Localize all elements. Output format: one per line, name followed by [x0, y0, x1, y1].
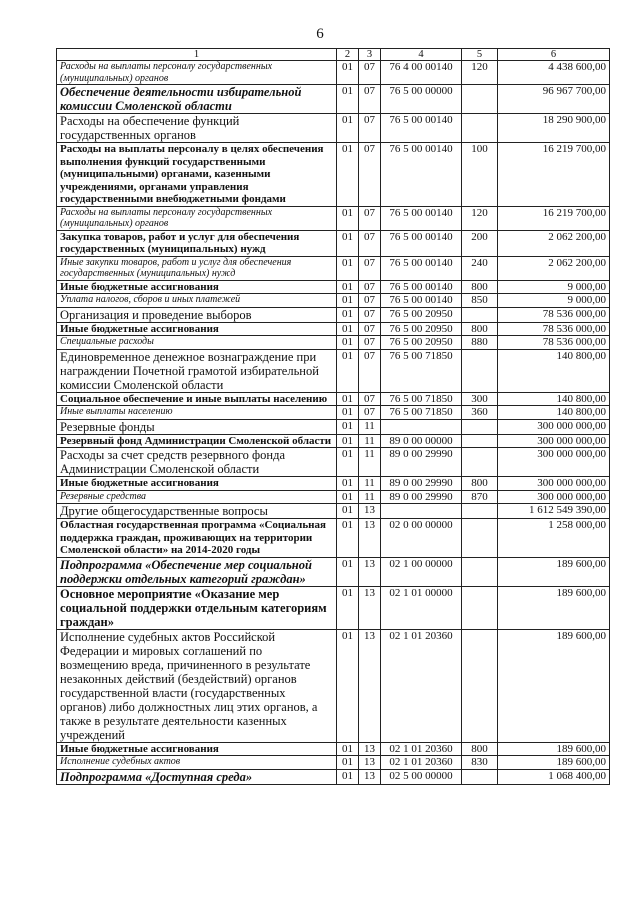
- row-target-article: 76 5 00 00140: [381, 230, 462, 256]
- row-name: Исполнение судебных актов: [57, 756, 337, 770]
- row-amount: 189 600,00: [498, 742, 610, 756]
- row-section-code: 01: [337, 756, 359, 770]
- row-target-article: 02 1 01 20360: [381, 742, 462, 756]
- row-expense-type: [462, 434, 498, 448]
- row-amount: 1 068 400,00: [498, 769, 610, 784]
- row-target-article: 76 5 00 20950: [381, 336, 462, 350]
- row-name: Социальное обеспечение и иные выплаты населению: [57, 392, 337, 406]
- row-expense-type: 800: [462, 477, 498, 491]
- row-name: Уплата налогов, сборов и иных платежей: [57, 294, 337, 308]
- row-subsection-code: 13: [359, 742, 381, 756]
- row-amount: 300 000 000,00: [498, 477, 610, 491]
- row-name: Резервные средства: [57, 490, 337, 504]
- row-expense-type: 240: [462, 256, 498, 280]
- row-name: Резервный фонд Администрации Смоленской области: [57, 434, 337, 448]
- row-name: Иные бюджетные ассигнования: [57, 322, 337, 336]
- row-amount: 140 800,00: [498, 406, 610, 420]
- row-target-article: 76 5 00 00140: [381, 114, 462, 143]
- row-expense-type: 830: [462, 756, 498, 770]
- row-expense-type: [462, 504, 498, 519]
- row-target-article: 76 5 00 00140: [381, 143, 462, 207]
- row-name: Расходы на обеспечение функций государственных органов: [57, 114, 337, 143]
- row-expense-type: 800: [462, 322, 498, 336]
- table-row: [57, 206, 610, 230]
- row-name: Расходы на выплаты персоналу государственных (муниципальных) органов: [57, 61, 337, 85]
- row-name: Областная государственная программа «Социальная поддержка граждан, проживающих на территории Смоленской области» на 2014-2020 годы: [57, 519, 337, 558]
- row-amount: 1 258 000,00: [498, 519, 610, 558]
- row-amount: 189 600,00: [498, 756, 610, 770]
- row-section-code: 01: [337, 742, 359, 756]
- table-row: [57, 557, 610, 586]
- table-row: [57, 434, 610, 448]
- row-subsection-code: 11: [359, 434, 381, 448]
- row-subsection-code: 07: [359, 349, 381, 392]
- table-header: [57, 49, 610, 61]
- row-name: Резервные фонды: [57, 419, 337, 434]
- row-section-code: 01: [337, 336, 359, 350]
- row-section-code: 01: [337, 114, 359, 143]
- table-row: [57, 477, 610, 491]
- row-section-code: 01: [337, 322, 359, 336]
- row-name: Организация и проведение выборов: [57, 307, 337, 322]
- row-section-code: 01: [337, 490, 359, 504]
- row-expense-type: 300: [462, 392, 498, 406]
- table-row: [57, 756, 610, 770]
- row-name: Иные бюджетные ассигнования: [57, 742, 337, 756]
- row-expense-type: 880: [462, 336, 498, 350]
- row-subsection-code: 11: [359, 419, 381, 434]
- row-amount: 189 600,00: [498, 629, 610, 742]
- row-target-article: 76 5 00 71850: [381, 392, 462, 406]
- row-subsection-code: 13: [359, 586, 381, 629]
- row-name: Подпрограмма «Обеспечение мер социальной поддержки отдельных категорий граждан»: [57, 557, 337, 586]
- table-row: [57, 448, 610, 477]
- row-target-article: 02 1 01 00000: [381, 586, 462, 629]
- row-expense-type: [462, 85, 498, 114]
- row-target-article: 02 1 01 20360: [381, 756, 462, 770]
- row-expense-type: 870: [462, 490, 498, 504]
- row-expense-type: [462, 769, 498, 784]
- page-number: 6: [316, 26, 324, 42]
- row-subsection-code: 07: [359, 143, 381, 207]
- budget-table: [56, 48, 610, 785]
- row-section-code: 01: [337, 434, 359, 448]
- row-subsection-code: 13: [359, 629, 381, 742]
- table-row: [57, 419, 610, 434]
- table-row: [57, 230, 610, 256]
- row-section-code: 01: [337, 419, 359, 434]
- row-amount: 2 062 200,00: [498, 256, 610, 280]
- row-name: Обеспечение деятельности избирательной комиссии Смоленской области: [57, 85, 337, 114]
- row-section-code: 01: [337, 85, 359, 114]
- row-amount: 78 536 000,00: [498, 336, 610, 350]
- row-section-code: 01: [337, 519, 359, 558]
- row-target-article: 89 0 00 29990: [381, 477, 462, 491]
- row-section-code: 01: [337, 769, 359, 784]
- row-section-code: 01: [337, 629, 359, 742]
- row-name: Иные бюджетные ассигнования: [57, 280, 337, 294]
- row-target-article: 76 4 00 00140: [381, 61, 462, 85]
- row-section-code: 01: [337, 392, 359, 406]
- table-row: [57, 280, 610, 294]
- row-expense-type: 800: [462, 280, 498, 294]
- table-body: [57, 61, 610, 785]
- row-amount: 16 219 700,00: [498, 206, 610, 230]
- table-row: [57, 769, 610, 784]
- row-subsection-code: 07: [359, 336, 381, 350]
- row-target-article: 76 5 00 00140: [381, 256, 462, 280]
- row-target-article: 76 5 00 20950: [381, 322, 462, 336]
- row-target-article: [381, 504, 462, 519]
- row-amount: 18 290 900,00: [498, 114, 610, 143]
- row-name: Закупка товаров, работ и услуг для обеспечения государственных (муниципальных) нужд: [57, 230, 337, 256]
- header-col-5: 5: [462, 49, 498, 61]
- table-row: [57, 519, 610, 558]
- row-amount: 78 536 000,00: [498, 322, 610, 336]
- row-subsection-code: 07: [359, 114, 381, 143]
- table-row: [57, 490, 610, 504]
- header-col-1: 1: [57, 49, 337, 61]
- row-target-article: 89 0 00 00000: [381, 434, 462, 448]
- row-amount: 300 000 000,00: [498, 490, 610, 504]
- row-target-article: 02 5 00 00000: [381, 769, 462, 784]
- row-section-code: 01: [337, 256, 359, 280]
- row-expense-type: [462, 557, 498, 586]
- table-row: [57, 742, 610, 756]
- row-target-article: 02 1 00 00000: [381, 557, 462, 586]
- row-amount: 300 000 000,00: [498, 419, 610, 434]
- row-name: Исполнение судебных актов Российской Федерации и мировых соглашений по возмещению вреда, причиненного в результате незаконных действий (бездействий) органов государственной власти (государственных органов) либо должностных лиц этих органов, а также в результате деятельности казенных учреждений: [57, 629, 337, 742]
- table-row: [57, 256, 610, 280]
- row-target-article: 76 5 00 20950: [381, 307, 462, 322]
- row-amount: 140 800,00: [498, 392, 610, 406]
- row-target-article: 76 5 00 71850: [381, 406, 462, 420]
- row-name: Другие общегосударственные вопросы: [57, 504, 337, 519]
- row-amount: 1 612 549 390,00: [498, 504, 610, 519]
- row-amount: 9 000,00: [498, 280, 610, 294]
- row-expense-type: [462, 349, 498, 392]
- row-amount: 300 000 000,00: [498, 434, 610, 448]
- table-row: [57, 336, 610, 350]
- row-expense-type: 200: [462, 230, 498, 256]
- row-subsection-code: 07: [359, 322, 381, 336]
- table-row: [57, 61, 610, 85]
- row-subsection-code: 13: [359, 504, 381, 519]
- row-subsection-code: 07: [359, 307, 381, 322]
- row-subsection-code: 07: [359, 206, 381, 230]
- row-section-code: 01: [337, 61, 359, 85]
- row-amount: 16 219 700,00: [498, 143, 610, 207]
- row-name: Расходы на выплаты персоналу государственных (муниципальных) органов: [57, 206, 337, 230]
- header-col-2: 2: [337, 49, 359, 61]
- row-target-article: 02 1 01 20360: [381, 629, 462, 742]
- row-target-article: 02 0 00 00000: [381, 519, 462, 558]
- row-subsection-code: 13: [359, 557, 381, 586]
- row-amount: 9 000,00: [498, 294, 610, 308]
- row-name: Расходы за счет средств резервного фонда Администрации Смоленской области: [57, 448, 337, 477]
- row-subsection-code: 07: [359, 61, 381, 85]
- row-target-article: 76 5 00 71850: [381, 349, 462, 392]
- row-target-article: 76 5 00 00140: [381, 280, 462, 294]
- row-subsection-code: 11: [359, 490, 381, 504]
- row-expense-type: [462, 629, 498, 742]
- row-expense-type: [462, 419, 498, 434]
- row-target-article: [381, 419, 462, 434]
- row-target-article: 76 5 00 00140: [381, 206, 462, 230]
- row-section-code: 01: [337, 557, 359, 586]
- row-expense-type: [462, 519, 498, 558]
- table-row: [57, 143, 610, 207]
- table-row: [57, 586, 610, 629]
- table-row: [57, 85, 610, 114]
- row-expense-type: [462, 114, 498, 143]
- row-name: Иные выплаты населению: [57, 406, 337, 420]
- row-subsection-code: 11: [359, 448, 381, 477]
- row-expense-type: 360: [462, 406, 498, 420]
- row-target-article: 76 5 00 00000: [381, 85, 462, 114]
- row-section-code: 01: [337, 280, 359, 294]
- row-section-code: 01: [337, 477, 359, 491]
- row-amount: 96 967 700,00: [498, 85, 610, 114]
- row-section-code: 01: [337, 406, 359, 420]
- row-amount: 189 600,00: [498, 586, 610, 629]
- row-amount: 140 800,00: [498, 349, 610, 392]
- row-amount: 78 536 000,00: [498, 307, 610, 322]
- row-target-article: 89 0 00 29990: [381, 448, 462, 477]
- table-row: [57, 504, 610, 519]
- row-section-code: 01: [337, 448, 359, 477]
- table-row: [57, 629, 610, 742]
- row-subsection-code: 13: [359, 769, 381, 784]
- row-subsection-code: 07: [359, 230, 381, 256]
- row-expense-type: 120: [462, 206, 498, 230]
- row-section-code: 01: [337, 206, 359, 230]
- row-target-article: 76 5 00 00140: [381, 294, 462, 308]
- row-subsection-code: 13: [359, 519, 381, 558]
- row-section-code: 01: [337, 230, 359, 256]
- row-amount: 4 438 600,00: [498, 61, 610, 85]
- row-expense-type: [462, 307, 498, 322]
- header-col-3: 3: [359, 49, 381, 61]
- row-target-article: 89 0 00 29990: [381, 490, 462, 504]
- row-name: Иные закупки товаров, работ и услуг для обеспечения государственных (муниципальных) нужд: [57, 256, 337, 280]
- row-name: Единовременное денежное вознаграждение при награждении Почетной грамотой избирательной комиссии Смоленской области: [57, 349, 337, 392]
- row-expense-type: 800: [462, 742, 498, 756]
- row-expense-type: 850: [462, 294, 498, 308]
- row-subsection-code: 11: [359, 477, 381, 491]
- row-subsection-code: 13: [359, 756, 381, 770]
- row-name: Подпрограмма «Доступная среда»: [57, 769, 337, 784]
- row-subsection-code: 07: [359, 280, 381, 294]
- row-subsection-code: 07: [359, 294, 381, 308]
- row-amount: 2 062 200,00: [498, 230, 610, 256]
- table-row: [57, 406, 610, 420]
- table-row: [57, 322, 610, 336]
- row-amount: 300 000 000,00: [498, 448, 610, 477]
- row-section-code: 01: [337, 504, 359, 519]
- row-name: Расходы на выплаты персоналу в целях обеспечения выполнения функций государственными (муниципальными) органами, казенными учреждениями, органами управления государственными внебюджетными фондами: [57, 143, 337, 207]
- row-expense-type: 120: [462, 61, 498, 85]
- row-amount: 189 600,00: [498, 557, 610, 586]
- row-expense-type: [462, 586, 498, 629]
- row-name: Иные бюджетные ассигнования: [57, 477, 337, 491]
- row-expense-type: [462, 448, 498, 477]
- table-row: [57, 307, 610, 322]
- row-section-code: 01: [337, 143, 359, 207]
- table-row: [57, 349, 610, 392]
- row-subsection-code: 07: [359, 406, 381, 420]
- row-name: Основное мероприятие «Оказание мер социальной поддержки отдельным категориям граждан»: [57, 586, 337, 629]
- row-subsection-code: 07: [359, 256, 381, 280]
- header-col-4: 4: [381, 49, 462, 61]
- table-row: [57, 392, 610, 406]
- table-row: [57, 294, 610, 308]
- row-section-code: 01: [337, 307, 359, 322]
- row-expense-type: 100: [462, 143, 498, 207]
- row-subsection-code: 07: [359, 85, 381, 114]
- row-section-code: 01: [337, 586, 359, 629]
- table-row: [57, 114, 610, 143]
- row-section-code: 01: [337, 294, 359, 308]
- row-section-code: 01: [337, 349, 359, 392]
- row-subsection-code: 07: [359, 392, 381, 406]
- header-col-6: 6: [498, 49, 610, 61]
- row-name: Специальные расходы: [57, 336, 337, 350]
